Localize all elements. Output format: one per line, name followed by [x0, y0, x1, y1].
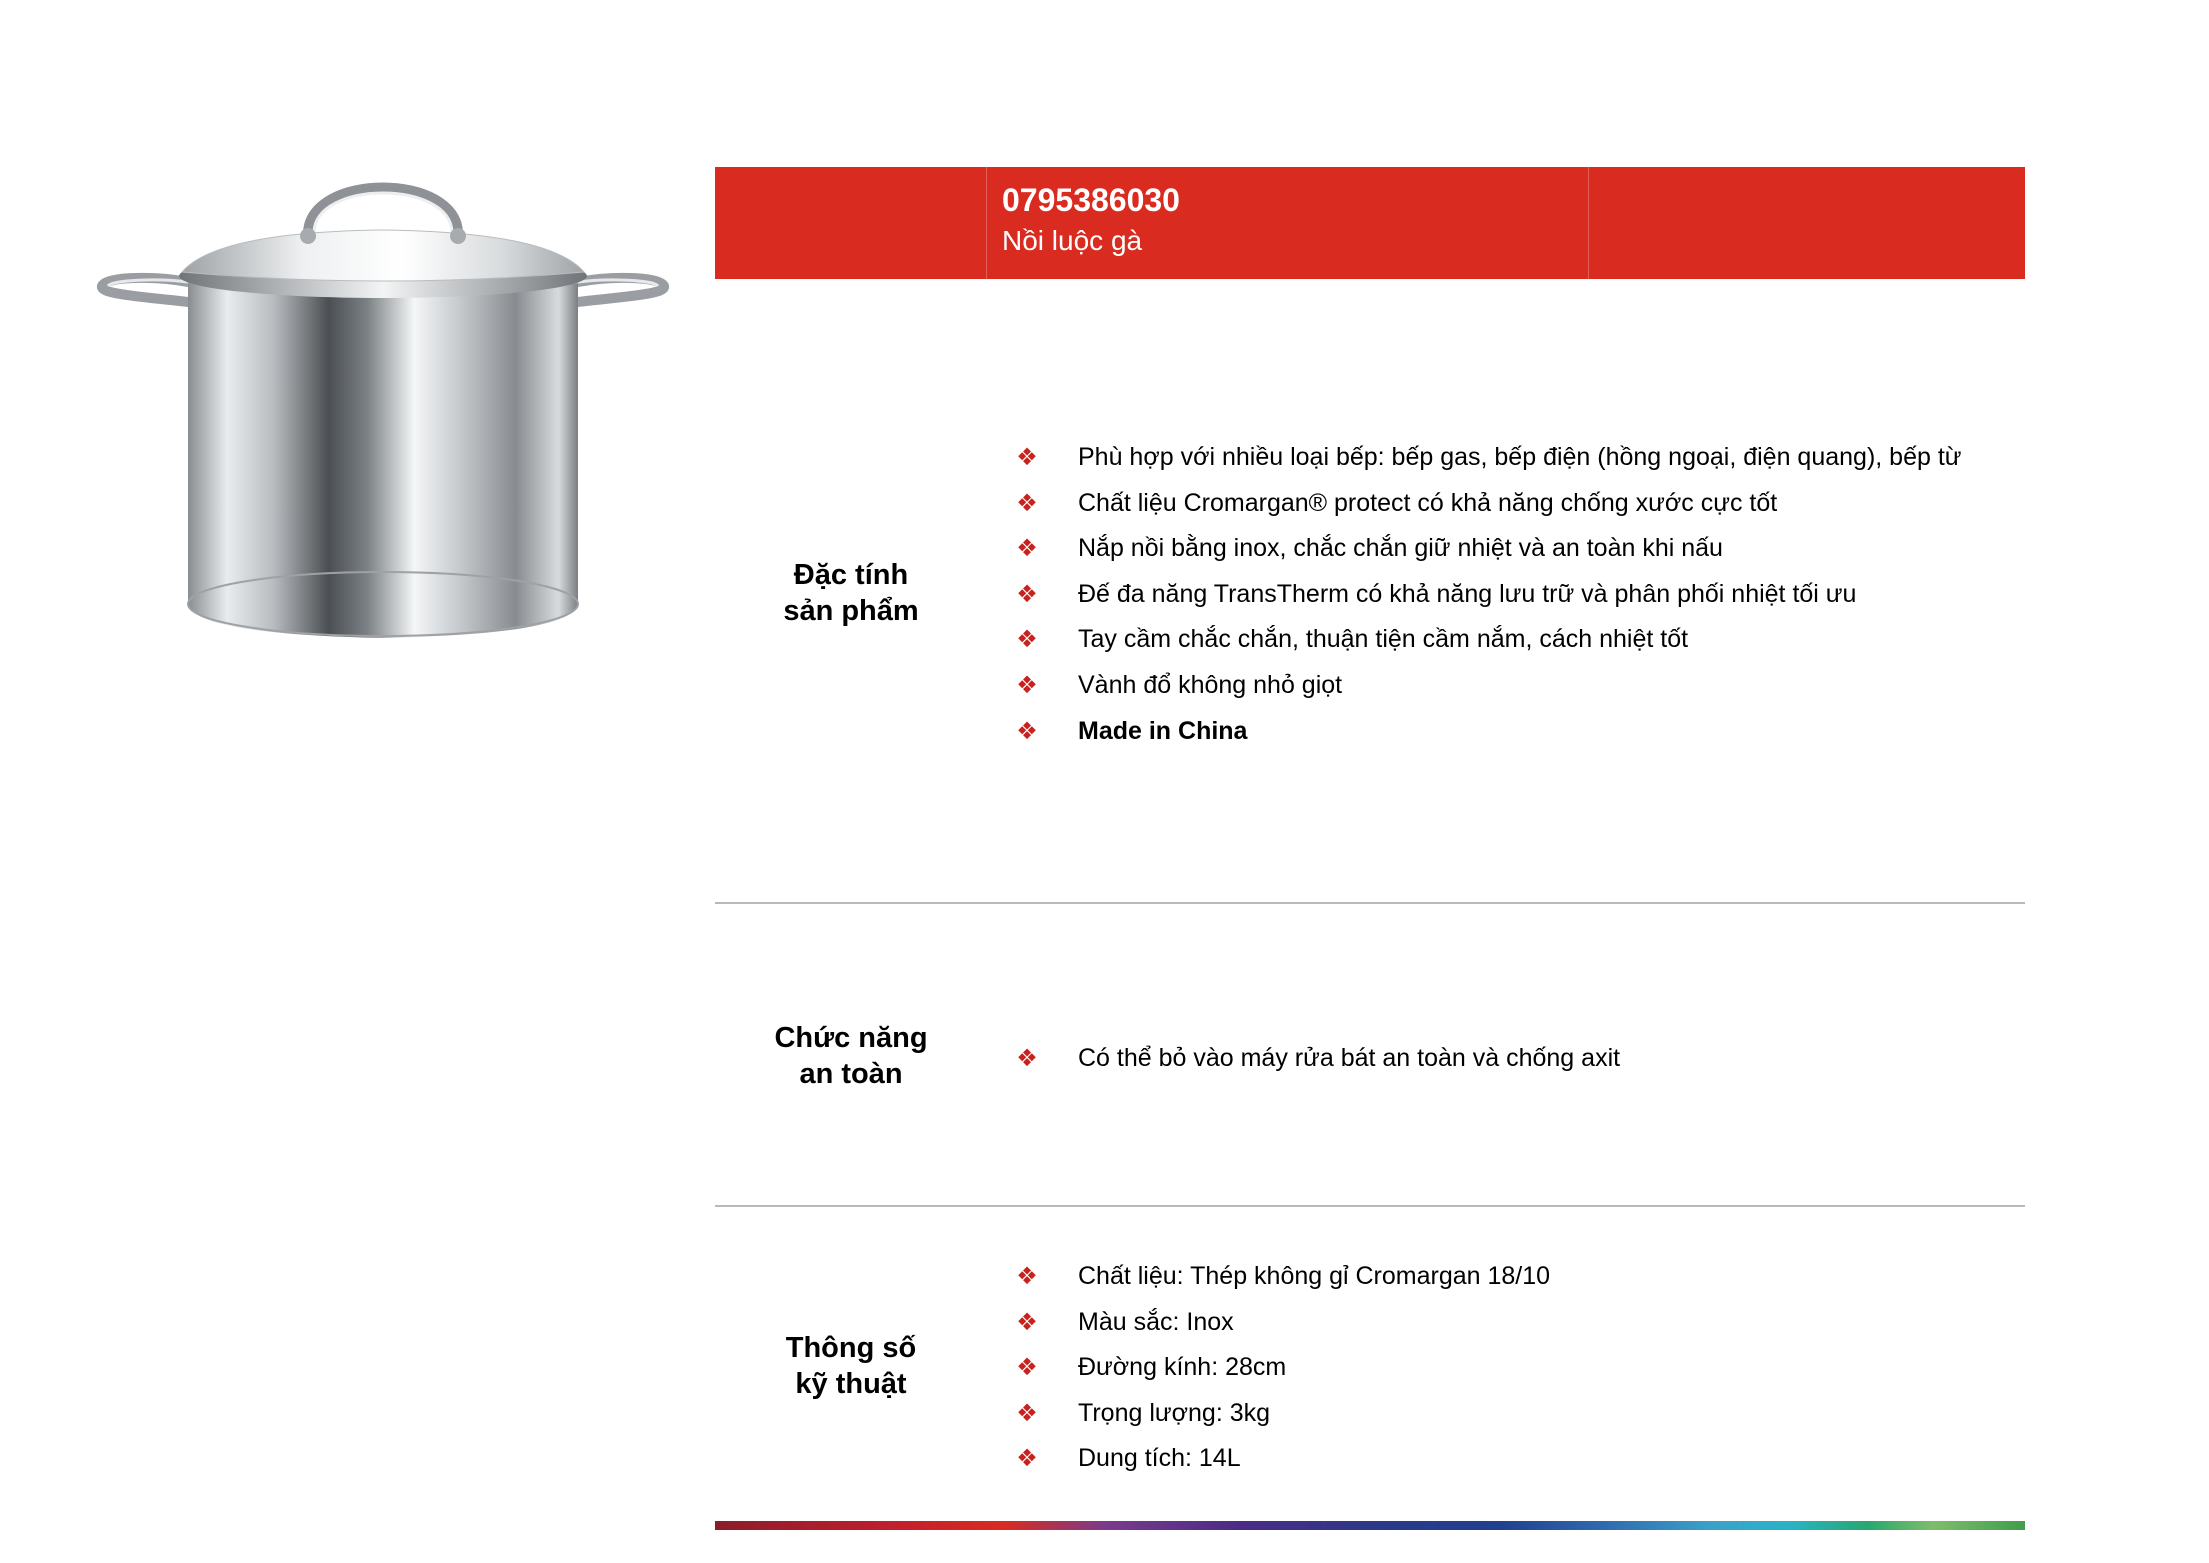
diamond-ornament-icon: ❖	[1016, 1044, 1038, 1072]
diamond-ornament-icon: ❖	[1016, 1353, 1038, 1382]
list-item-text: Vành đổ không nhỏ giọt	[1078, 670, 1343, 699]
diamond-ornament-icon: ❖	[1016, 1398, 1038, 1427]
header-divider	[1588, 167, 1589, 279]
list-item-text: Đế đa năng TransTherm có khả năng lưu trữ và phân phối nhiệt tối ưu	[1078, 579, 1857, 608]
section-title-line: an toàn	[799, 1058, 903, 1090]
list-item-text: Chất liệu: Thép không gỉ Cromargan 18/10	[1078, 1262, 1551, 1290]
diamond-ornament-icon: ❖	[1016, 716, 1038, 745]
diamond-ornament-icon: ❖	[1016, 1444, 1038, 1473]
diamond-ornament-icon: ❖	[1016, 488, 1038, 517]
diamond-ornament-icon: ❖	[1016, 534, 1038, 563]
section-title-line: Chức năng	[774, 1022, 928, 1054]
list-item-text: Màu sắc: Inox	[1078, 1307, 1234, 1336]
diamond-ornament-icon: ❖	[1016, 625, 1038, 654]
diamond-ornament-icon: ❖	[1016, 579, 1038, 608]
product-header	[715, 167, 2025, 279]
section-title-features	[715, 557, 987, 629]
list-item-text: Chất liệu Cromargan® protect có khả năng chống xước cực tốt	[1078, 488, 1778, 517]
section-title-line: sản phẩm	[783, 595, 919, 627]
list-item-text: Đường kính: 28cm	[1078, 1353, 1287, 1382]
section-divider	[715, 902, 2025, 904]
section-title-line: kỹ thuật	[795, 1368, 907, 1400]
stock-pot-image	[96, 172, 670, 650]
list-item-text: Dung tích: 14L	[1078, 1444, 1241, 1473]
diamond-ornament-icon: ❖	[1016, 1262, 1038, 1290]
diamond-ornament-icon: ❖	[1016, 1307, 1038, 1336]
product-code: 0795386030	[1002, 182, 1180, 218]
section-title-safety	[715, 1020, 987, 1092]
product-name: Nồi luộc gà	[1002, 225, 1143, 256]
section-title-line: Thông số	[785, 1332, 917, 1364]
list-item-text: Phù hợp với nhiều loại bếp: bếp gas, bếp điện (hồng ngoại, điện quang), bếp từ	[1078, 443, 1962, 471]
color-strip	[715, 1521, 2025, 1530]
section-divider	[715, 1205, 2025, 1207]
product-image	[96, 172, 670, 650]
section-title-line: Đặc tính	[793, 559, 909, 591]
list-item-text: Nắp nồi bằng inox, chắc chắn giữ nhiệt và an toàn khi nấu	[1078, 534, 1723, 563]
list-item-text: Trọng lượng: 3kg	[1078, 1398, 1271, 1427]
list-item-text: Tay cầm chắc chắn, thuận tiện cầm nắm, cách nhiệt tốt	[1078, 625, 1689, 654]
diamond-ornament-icon: ❖	[1016, 670, 1038, 699]
section-title-specs	[715, 1330, 987, 1402]
header-divider	[986, 167, 987, 279]
list-item-text: Có thể bỏ vào máy rửa bát an toàn và chống axit	[1078, 1044, 1621, 1072]
diamond-ornament-icon: ❖	[1016, 443, 1038, 471]
list-item-text: Made in China	[1078, 716, 1248, 745]
